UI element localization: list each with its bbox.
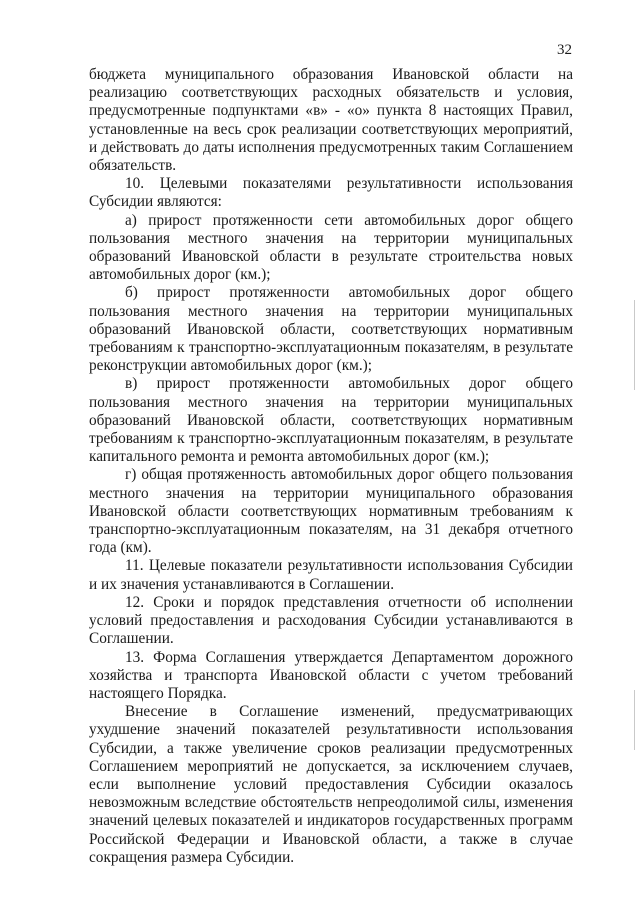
paragraph-amendments: Внесение в Соглашение изменений, предусматривающих ухудшение значений показателей результативности использования Субсидии, а также увеличение сроков реализации предусмотренных Соглашением мероприятий не допускается, за исключением случаев, если выполнение условий предоставления Субсидии оказалось невозможным вследствие обстоятельств непреодолимой силы, изменения значений целевых показателей и индикаторов государственных программ Российской Федерации и Ивановской области, а также в случае сокращения размера Субсидии. xyxy=(89,703,573,866)
paragraph-continuation: бюджета муниципального образования Ивановской области на реализацию соответствующих расходных обязательств и условия, предусмотренные подпунктами «в» - «о» пункта 8 настоящих Правил, установленные на весь срок реализации соответствующих мероприятий, и действовать до даты исполнения предусмотренных таким Соглашением обязательств. xyxy=(89,66,573,175)
scan-edge-mark xyxy=(634,300,635,390)
scan-edge-mark xyxy=(634,690,635,750)
paragraph-item-12: 12. Сроки и порядок представления отчетности об исполнении условий предоставления и расходования Субсидии устанавливаются в Соглашении. xyxy=(89,593,573,648)
document-body xyxy=(89,66,573,867)
paragraph-item-10a: а) прирост протяженности сети автомобильных дорог общего пользования местного значения на территории муниципальных образований Ивановской области в результате строительства новых автомобильных дорог (км.); xyxy=(89,211,573,284)
paragraph-item-11: 11. Целевые показатели результативности использования Субсидии и их значения устанавливаются в Соглашении. xyxy=(89,557,573,593)
paragraph-item-13: 13. Форма Соглашения утверждается Департаментом дорожного хозяйства и транспорта Ивановской области с учетом требований настоящего Порядка. xyxy=(89,648,573,702)
paragraph-item-10: 10. Целевыми показателями результативности использования Субсидии являются: xyxy=(89,175,573,211)
paragraph-item-10b: б) прирост протяженности автомобильных дорог общего пользования местного значения на территории муниципальных образований Ивановской области, соответствующих нормативным требованиям к транспортно-эксплуатационным показателям, в результате реконструкции автомобильных дорог (км.); xyxy=(89,284,573,375)
paragraph-item-10g: г) общая протяженность автомобильных дорог общего пользования местного значения на территории муниципального образования Ивановской области соответствующих нормативным требованиям к транспортно-эксплуатационным показателям, на 31 декабря отчетного года (км). xyxy=(89,466,573,557)
page-number: 32 xyxy=(557,42,572,58)
paragraph-item-10v: в) прирост протяженности автомобильных дорог общего пользования местного значения на территории муниципальных образований Ивановской области, соответствующих нормативным требованиям к транспортно-эксплуатационным показателям, в результате капитального ремонта и ремонта автомобильных дорог (км.); xyxy=(89,375,573,466)
